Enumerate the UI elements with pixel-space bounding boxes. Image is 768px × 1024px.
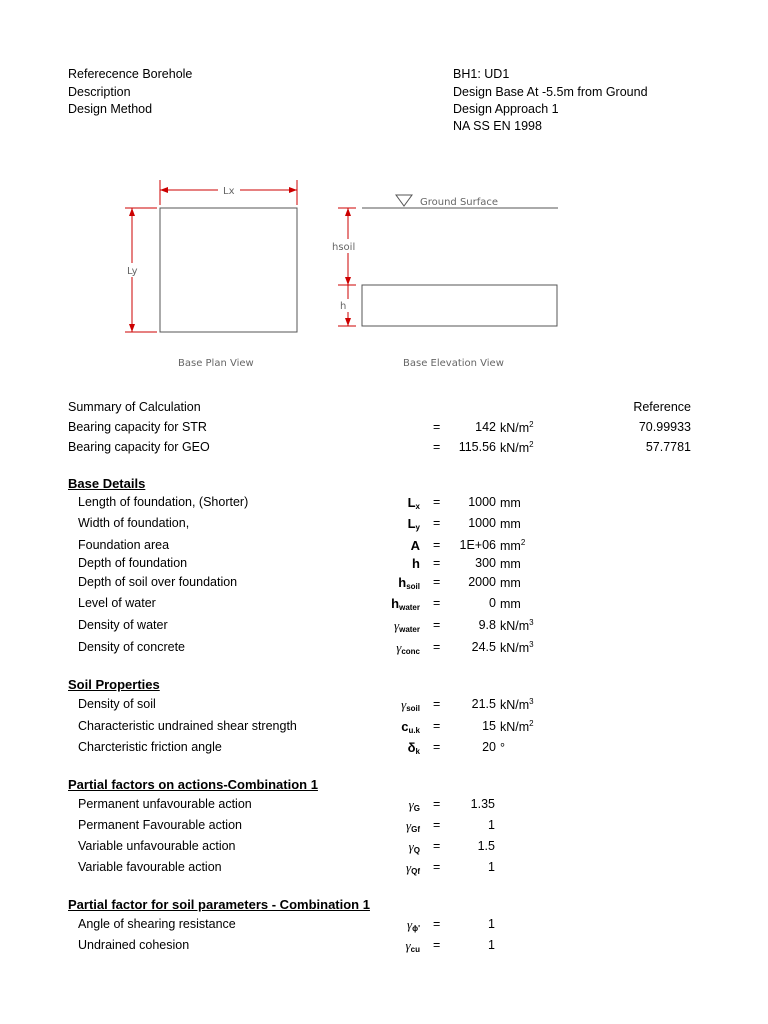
row-value: 1 [488,917,495,931]
partial-actions-title: Partial factors on actions-Combination 1 [68,777,318,792]
base-plan-rect [160,208,297,332]
base-elevation-rect [362,285,557,326]
row-value: 2000 [468,575,496,589]
row-symbol: $\gamma_{conc}$ [396,640,420,656]
row-symbol: $h_{soil}$ [398,575,420,591]
partial-action-row [0,860,768,878]
base-row [0,640,768,658]
row-symbol: $\gamma_{Gf}$ [405,818,420,834]
row-unit: mm [500,576,521,590]
row-value: 115.56 [458,440,496,454]
row-value: 9.8 [478,618,496,632]
elevation-view-caption: Base Elevation View [403,358,504,369]
row-label: Angle of shearing resistance [78,917,236,931]
row-unit: $kN/m^3$ [500,640,534,655]
row-label: Density of concrete [78,640,185,654]
base-row [0,556,768,574]
row-equals: = [433,575,441,589]
row-label: Bearing capacity for GEO [68,440,210,454]
row-value: 0 [489,596,496,610]
row-value: 142 [475,420,496,434]
base-row [0,538,768,556]
base-row [0,516,768,534]
row-symbol: $\gamma_{water}$ [393,618,420,634]
row-unit: $kN/m^3$ [500,697,534,712]
row-value: 1 [488,938,495,952]
row-symbol: h [412,556,420,571]
header-value: Design Base At -5.5m from Ground [453,85,648,99]
row-equals: = [433,719,441,733]
row-unit: $kN/m^2$ [500,440,534,455]
row-label: Width of foundation, [78,516,190,530]
foundation-diagram [120,175,580,375]
row-symbol: A [410,538,420,553]
base-row [0,618,768,636]
base-row [0,575,768,593]
row-label: Density of soil [78,697,156,711]
row-value: 1.35 [470,797,495,811]
row-value: 1 [488,860,495,874]
row-symbol: $c_{u.k}$ [401,719,420,735]
row-label: Level of water [78,596,156,610]
base-row [0,495,768,513]
row-unit: $mm^2$ [500,538,526,553]
row-value: 20 [482,740,496,754]
row-value: 1E+06 [459,538,496,552]
row-unit: mm [500,557,521,571]
base-details-title: Base Details [68,476,146,491]
header-value: NA SS EN 1998 [453,119,542,133]
h-label: h [340,301,347,312]
row-value: 1.5 [477,839,495,853]
row-equals: = [433,917,441,931]
summary-title: Summary of Calculation [68,400,201,414]
soil-row [0,740,768,758]
header-label: Referecence Borehole [68,67,193,81]
row-equals: = [433,556,441,570]
row-value: 21.5 [471,697,496,711]
partial-soil-row [0,917,768,935]
partial-action-row [0,818,768,836]
row-equals: = [433,516,441,530]
row-symbol: $h_{water}$ [391,596,420,612]
row-equals: = [433,618,441,632]
row-equals: = [433,538,441,552]
row-symbol: $L_x$ [407,495,420,511]
row-equals: = [433,495,441,509]
soil-row [0,697,768,715]
header-value: BH1: UD1 [453,67,510,81]
row-symbol: $\gamma_G$ [408,797,420,813]
row-equals: = [433,938,441,952]
row-equals: = [433,420,441,434]
reference-header: Reference [633,400,691,414]
row-equals: = [433,697,441,711]
row-symbol: $\delta_k$ [407,740,420,756]
row-equals: = [433,818,441,832]
partial-action-row [0,839,768,857]
row-symbol: $\gamma_{cu}$ [405,938,420,954]
row-equals: = [433,640,441,654]
summary-row [0,420,768,438]
row-symbol: $\gamma_{\phi'}$ [406,917,420,933]
row-reference: 70.99933 [638,420,691,434]
row-label: Bearing capacity for STR [68,420,207,434]
row-reference: 57.7781 [645,440,691,454]
row-label: Variable favourable action [78,860,222,874]
row-value: 1000 [468,516,496,530]
row-unit: $kN/m^2$ [500,719,534,734]
row-value: 24.5 [471,640,496,654]
row-label: Charcteristic friction angle [78,740,222,754]
ground-surface-label: Ground Surface [420,197,499,208]
partial-soil-row [0,938,768,956]
row-label: Density of water [78,618,168,632]
row-symbol: $\gamma_{Qf}$ [405,860,420,876]
row-unit: ° [500,741,505,755]
ly-label: Ly [127,266,138,277]
header-value: Design Approach 1 [453,102,559,116]
summary-row [0,440,768,458]
row-unit: mm [500,496,521,510]
row-equals: = [433,839,441,853]
row-symbol: $\gamma_Q$ [408,839,420,855]
row-unit: $kN/m^3$ [500,618,534,633]
row-unit: $kN/m^2$ [500,420,534,435]
row-label: Permanent unfavourable action [78,797,252,811]
header-label: Description [68,85,131,99]
row-label: Foundation area [78,538,170,552]
row-unit: mm [500,597,521,611]
row-label: Depth of foundation [78,556,188,570]
row-equals: = [433,440,441,454]
row-label: Permanent Favourable action [78,818,242,832]
row-equals: = [433,797,441,811]
header-label: Design Method [68,102,153,116]
base-row [0,596,768,614]
hsoil-label: hsoil [332,242,356,253]
row-equals: = [433,860,441,874]
row-value: 300 [475,556,496,570]
row-equals: = [433,596,441,610]
row-value: 1000 [468,495,496,509]
plan-view-caption: Base Plan View [178,358,254,369]
row-unit: mm [500,517,521,531]
row-symbol: $\gamma_{soil}$ [401,697,420,713]
row-symbol: $L_y$ [407,516,420,532]
row-label: Variable unfavourable action [78,839,236,853]
soil-row [0,719,768,737]
ground-marker-icon [396,195,412,206]
row-value: 1 [488,818,495,832]
lx-label: Lx [223,186,235,197]
row-value: 15 [482,719,496,733]
row-label: Undrained cohesion [78,938,190,952]
row-label: Length of foundation, (Shorter) [78,495,249,509]
row-equals: = [433,740,441,754]
partial-action-row [0,797,768,815]
row-label: Characteristic undrained shear strength [78,719,297,733]
soil-properties-title: Soil Properties [68,677,160,692]
row-label: Depth of soil over foundation [78,575,238,589]
partial-soil-title: Partial factor for soil parameters - Combination 1 [68,897,370,912]
